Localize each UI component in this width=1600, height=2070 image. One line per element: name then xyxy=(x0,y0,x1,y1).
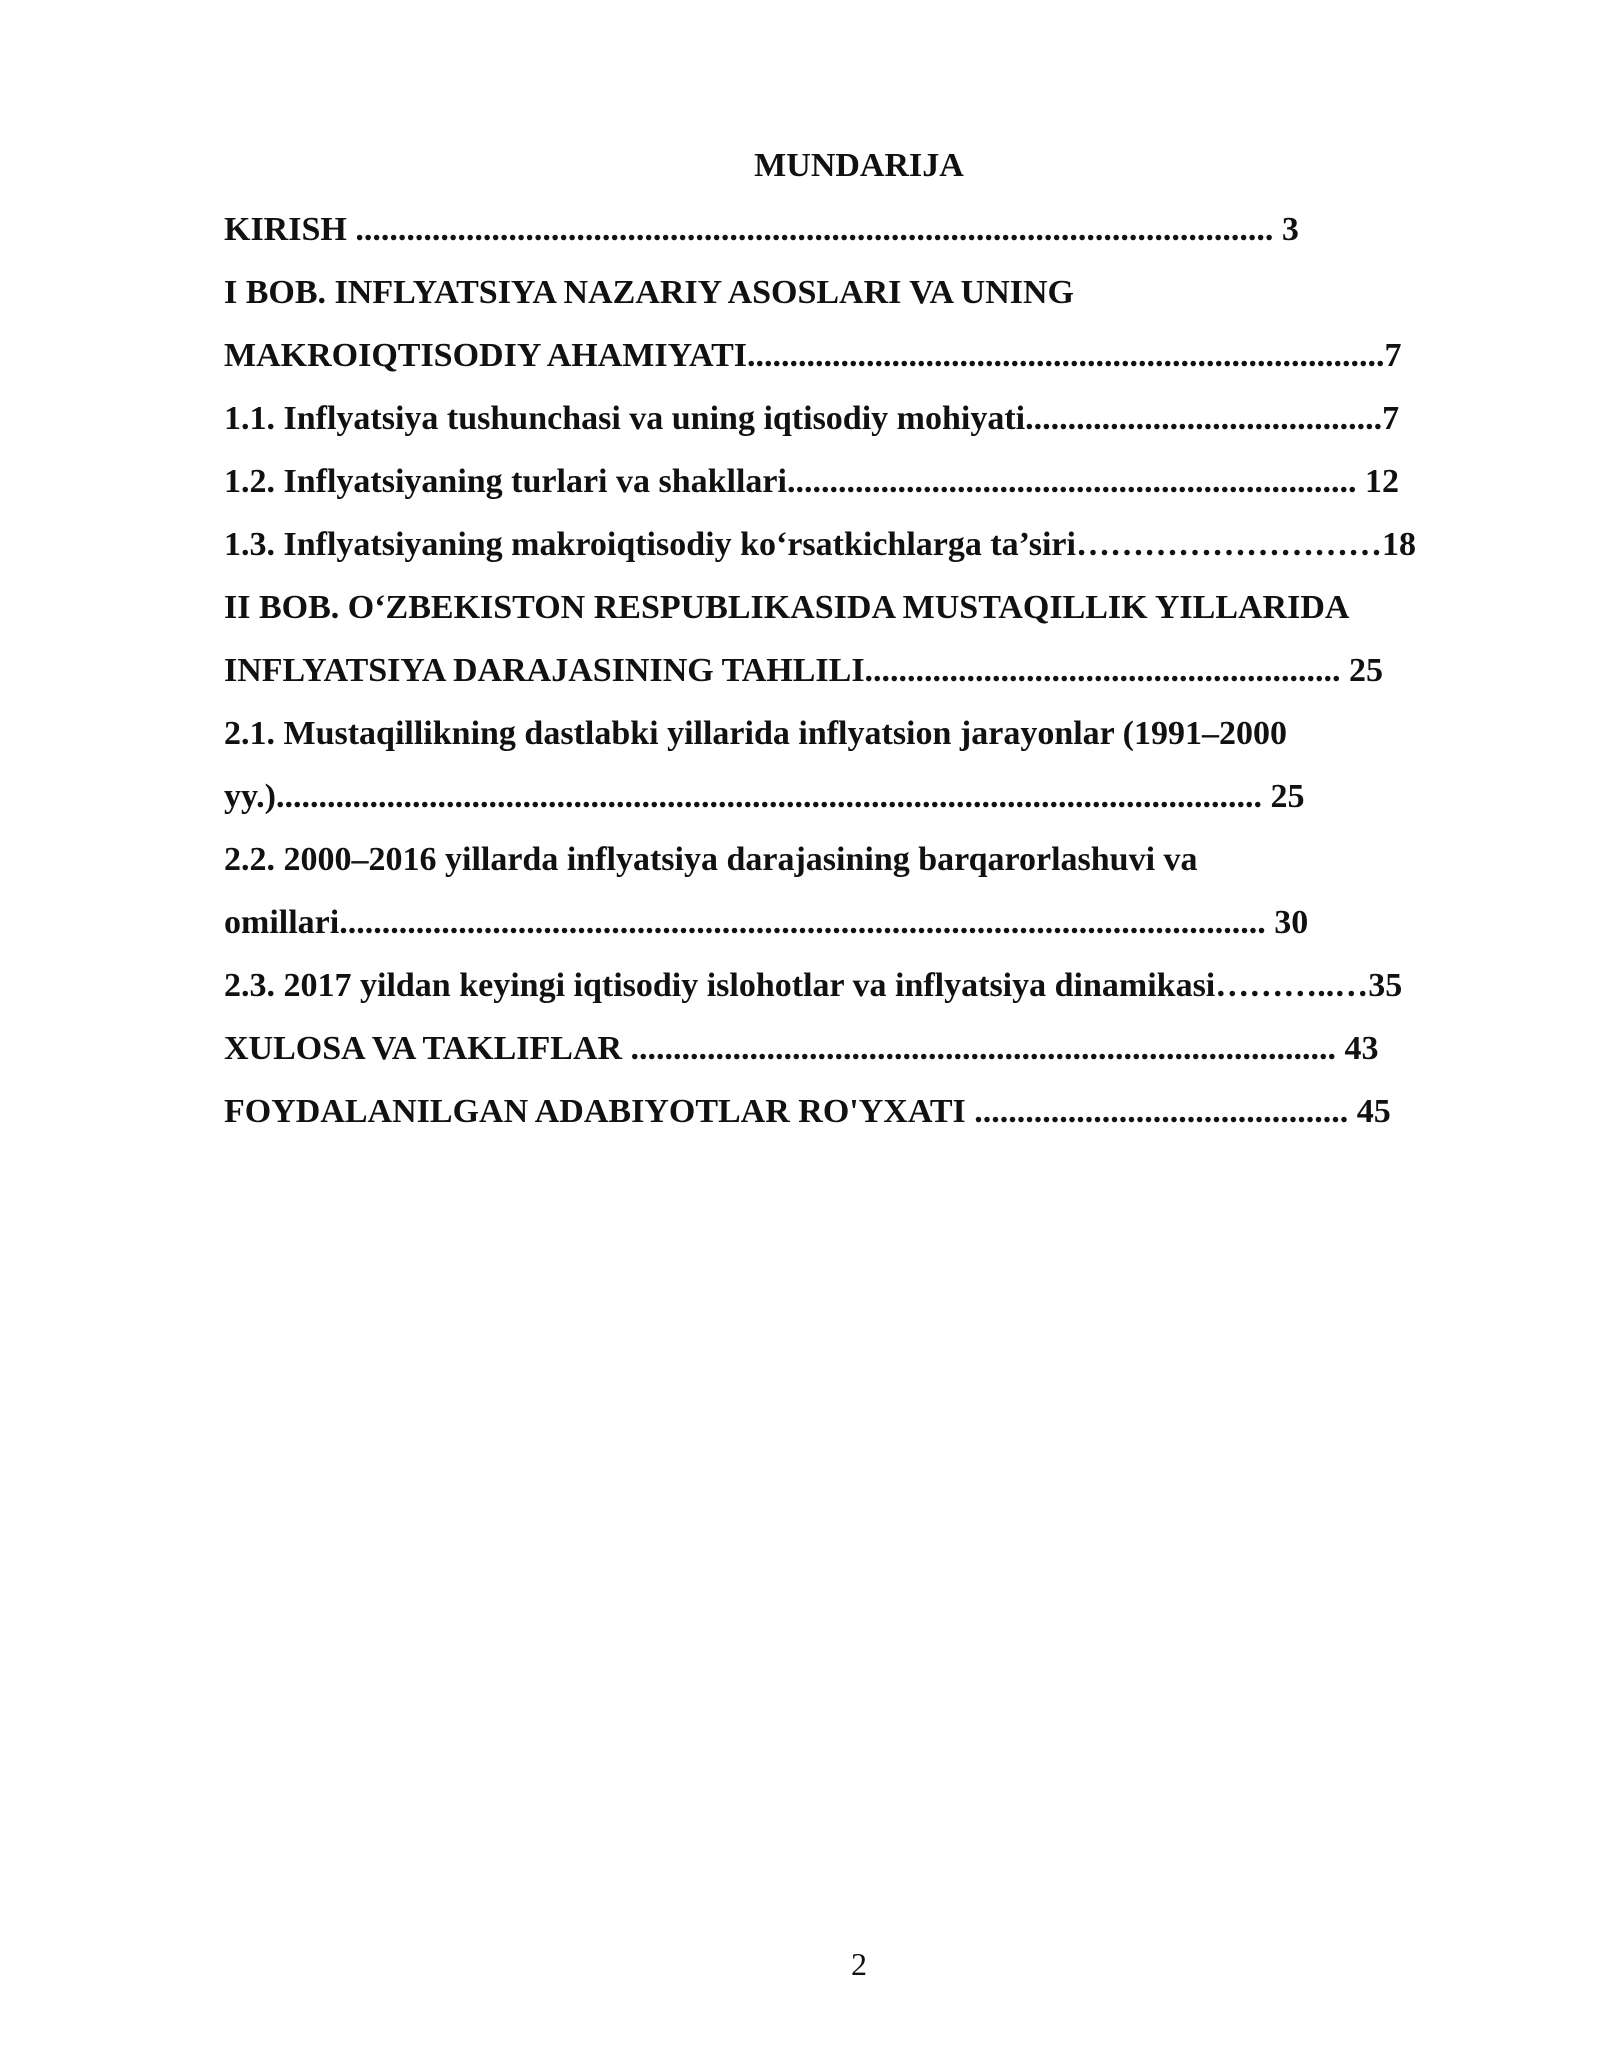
toc-entry-chapter-1-line-2: MAKROIQTISODIY AHAMIYATI...........................................................................7 xyxy=(224,337,1402,374)
toc-entry-1-2: 1.2. Inflyatsiyaning turlari va shakllari................................................................... 12 xyxy=(224,463,1399,500)
toc-entry-2-1-line-1: 2.1. Mustaqillikning dastlabki yillarida inflyatsion jarayonlar (1991–2000 xyxy=(224,715,1287,752)
toc-entry-kirish: KIRISH ............................................................................................................ 3 xyxy=(224,211,1299,248)
toc-entry-chapter-2-line-2: INFLYATSIYA DARAJASINING TAHLILI........................................................ 25 xyxy=(224,652,1384,689)
toc-entry-xulosa: XULOSA VA TAKLIFLAR ................................................................................... 43 xyxy=(224,1030,1379,1067)
page-number: 2 xyxy=(851,1946,867,1982)
toc-entry-2-2-line-1: 2.2. 2000–2016 yillarda inflyatsiya darajasining barqarorlashuvi va xyxy=(224,841,1198,878)
toc-entry-1-1: 1.1. Inflyatsiya tushunchasi va uning iqtisodiy mohiyati..........................................7 xyxy=(224,400,1400,437)
toc-entry-2-2-line-2: omillari............................................................................................................. 30 xyxy=(224,904,1309,941)
toc-entry-chapter-2-line-1: II BOB. O‘ZBEKISTON RESPUBLIKASIDA MUSTAQILLIK YILLARIDA xyxy=(224,589,1350,626)
toc-entry-2-3: 2.3. 2017 yildan keyingi iqtisodiy islohotlar va inflyatsiya dinamikasi………..…35 xyxy=(224,967,1403,1004)
toc-title: MUNDARIJA xyxy=(754,147,964,184)
toc-entry-2-1-line-2: yy.).................................................................................................................... 25 xyxy=(224,778,1305,815)
toc-entry-chapter-1-line-1: I BOB. INFLYATSIYA NAZARIY ASOSLARI VA UNING xyxy=(224,274,1074,311)
toc-entry-adabiyotlar: FOYDALANILGAN ADABIYOTLAR RO'YXATI ............................................ 45 xyxy=(224,1093,1391,1130)
toc-entry-1-3: 1.3. Inflyatsiyaning makroiqtisodiy ko‘rsatkichlarga ta’siri………………………18 xyxy=(224,526,1416,563)
